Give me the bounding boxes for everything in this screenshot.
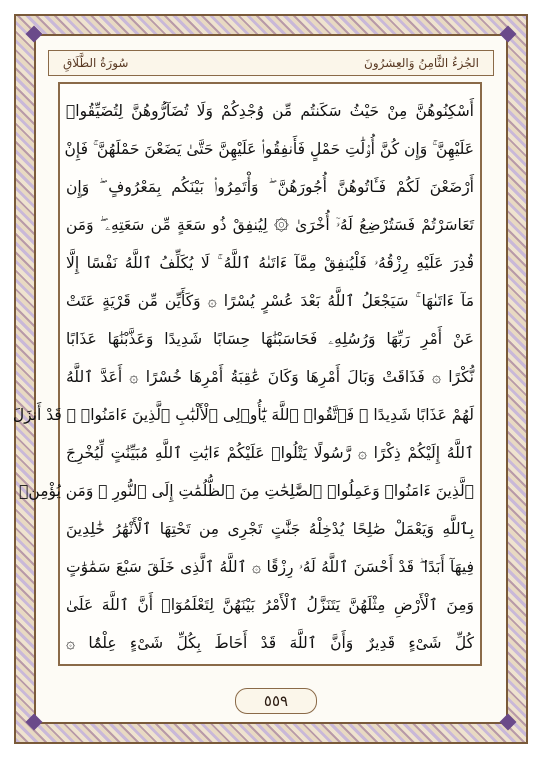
- verse-line: ٱللَّهُ إِلَيْكُمْ ذِكْرًا ۞ رَّسُولًا يَتْلُوا۟ عَلَيْكُمْ ءَايَٰتِ ٱللَّهِ مُبَيِّنَٰتٍ لِّيُخْرِجَ: [66, 444, 474, 462]
- verse-line: كُلِّ شَىْءٍ قَدِيرٌ وَأَنَّ ٱللَّهَ قَدْ أَحَاطَ بِكُلِّ شَىْءٍ عِلْمًۢا ۞: [66, 634, 474, 652]
- verse-line: ٱلَّذِينَ ءَامَنُوا۟ وَعَمِلُوا۟ ٱلصَّٰلِحَٰتِ مِنَ ٱلظُّلُمَٰتِ إِلَى ٱلنُّورِ ۚ وَمَن يُؤْمِنۢ: [19, 482, 474, 500]
- verse-line: وَمِنَ ٱلْأَرْضِ مِثْلَهُنَّ يَتَنَزَّلُ ٱلْأَمْرُ بَيْنَهُنَّ لِتَعْلَمُوٓا۟ أَنَّ ٱللَّهَ عَلَىٰ: [66, 596, 474, 614]
- verse-line: أَرْضَعْنَ لَكُمْ فَـَٔاتُوهُنَّ أُجُورَهُنَّ ۖ وَأْتَمِرُوا۟ بَيْنَكُم بِمَعْرُوفٍ ۖ وَإِن: [66, 178, 474, 196]
- verse-line: أَسْكِنُوهُنَّ مِنْ حَيْثُ سَكَنتُم مِّن وُجْدِكُمْ وَلَا تُضَآرُّوهُنَّ لِتُضَيِّقُوا۟: [66, 102, 474, 120]
- surah-label: سُورَةُ الطَّلَاقِ: [63, 56, 129, 70]
- verse-line: لَهُمْ عَذَابًا شَدِيدًا ۖ فَٱتَّقُوا۟ ٱللَّهَ يَٰٓأُو۟لِى ٱلْأَلْبَٰبِ ٱلَّذِينَ ءَامَنُوا۟ ۚ قَدْ أَنزَلَ: [12, 406, 474, 424]
- verse-block: [12, 92, 474, 662]
- verse-line: عَلَيْهِنَّ ۚ وَإِن كُنَّ أُو۟لَٰتِ حَمْلٍ فَأَنفِقُوا۟ عَلَيْهِنَّ حَتَّىٰ يَضَعْنَ حَمْلَهُنَّ ۚ فَإِنْ: [64, 140, 474, 158]
- verse-line: بِٱللَّهِ وَيَعْمَلْ صَٰلِحًا يُدْخِلْهُ جَنَّٰتٍ تَجْرِى مِن تَحْتِهَا ٱلْأَنْهَٰرُ خَٰلِدِينَ: [66, 520, 474, 538]
- page-header: [48, 50, 494, 76]
- verse-line: تَعَاسَرْتُمْ فَسَتُرْضِعُ لَهُۥٓ أُخْرَىٰ ۞ لِيُنفِقْ ذُو سَعَةٍ مِّن سَعَتِهِۦ ۖ وَمَن: [66, 216, 474, 234]
- page-number: ٥٥٩: [235, 688, 317, 714]
- verse-line: فِيهَآ أَبَدًا ۖ قَدْ أَحْسَنَ ٱللَّهُ لَهُۥ رِزْقًا ۞ ٱللَّهُ ٱلَّذِى خَلَقَ سَبْعَ سَمَٰوَٰتٍ: [66, 558, 474, 576]
- verse-line: عَنْ أَمْرِ رَبِّهَا وَرُسُلِهِۦ فَحَاسَبْنَٰهَا حِسَابًا شَدِيدًا وَعَذَّبْنَٰهَا عَذَابًا: [66, 330, 474, 348]
- verse-line: قُدِرَ عَلَيْهِ رِزْقُهُۥ فَلْيُنفِقْ مِمَّآ ءَاتَىٰهُ ٱللَّهُ ۚ لَا يُكَلِّفُ ٱللَّهُ نَفْسًا إِلَّا: [66, 254, 474, 272]
- juz-label: الجُزءُ الثَّامِنُ وَالعِشرُونَ: [364, 56, 479, 70]
- verse-line: نُّكْرًا ۞ فَذَاقَتْ وَبَالَ أَمْرِهَا وَكَانَ عَٰقِبَةُ أَمْرِهَا خُسْرًا ۞ أَعَدَّ ٱللَّهُ: [66, 368, 474, 386]
- verse-line: مَآ ءَاتَىٰهَا ۚ سَيَجْعَلُ ٱللَّهُ بَعْدَ عُسْرٍ يُسْرًا ۞ وَكَأَيِّن مِّن قَرْيَةٍ عَتَتْ: [66, 292, 474, 310]
